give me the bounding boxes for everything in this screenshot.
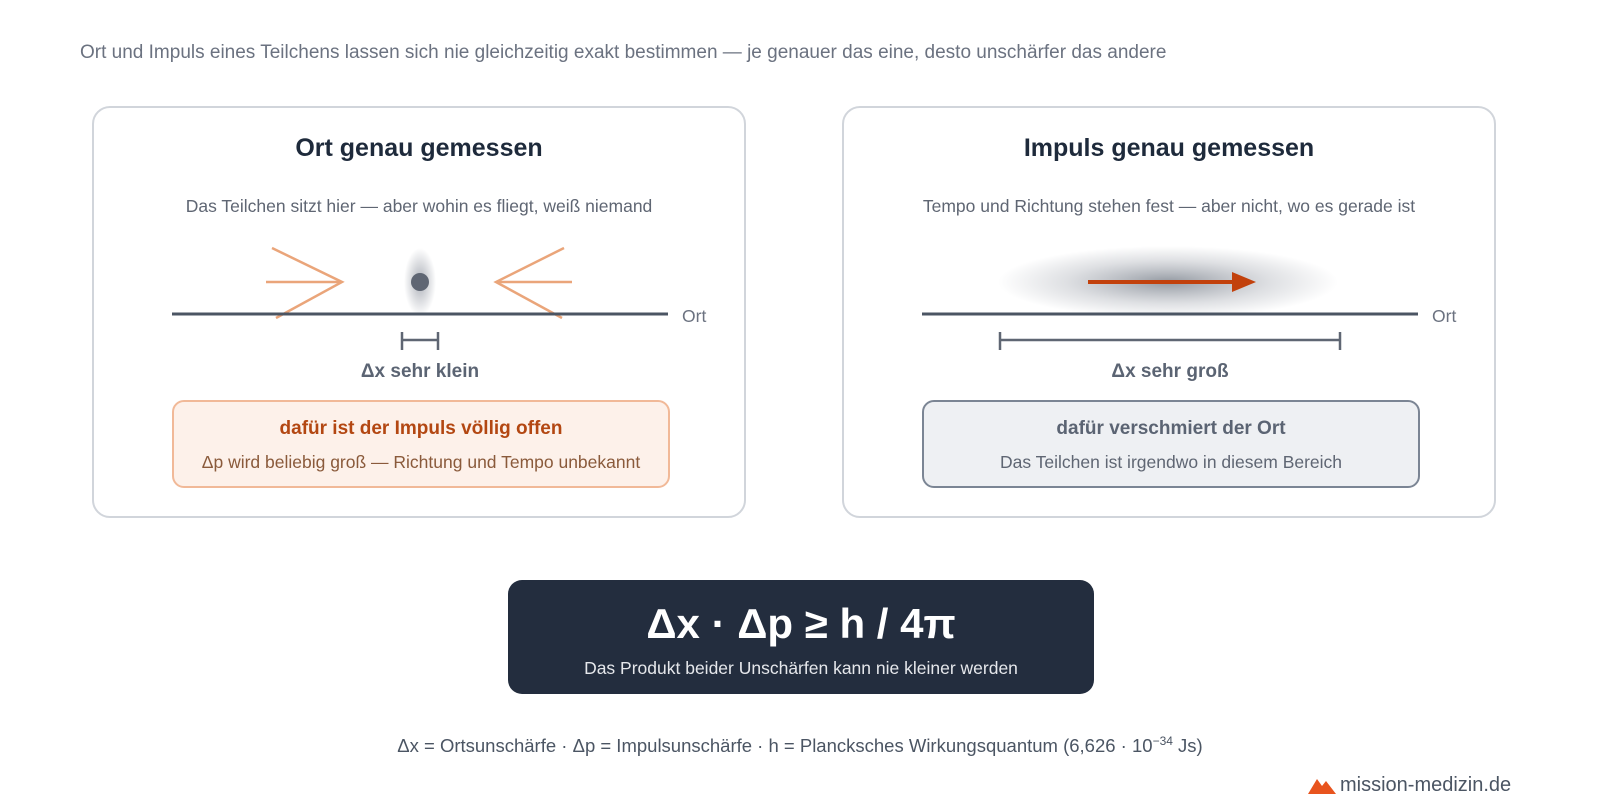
panel-title: Ort genau gemessen bbox=[295, 134, 543, 162]
callout-momentum-open bbox=[172, 400, 670, 488]
legend-unit: Js) bbox=[1172, 735, 1203, 757]
formula-box bbox=[508, 580, 1094, 694]
panel-momentum-measured bbox=[842, 106, 1496, 518]
axis-label: Ort bbox=[1432, 306, 1457, 326]
delta-x-label: Δx sehr groß bbox=[1111, 361, 1229, 382]
legend-text: Δx = Ortsunschärfe · Δp = Impulsunschärfe · h = Plancksches Wirkungsquantum (6,626 · 10 bbox=[397, 735, 1153, 757]
mountain-logo-icon bbox=[1308, 776, 1336, 794]
panel-position-measured bbox=[92, 106, 746, 518]
brand-text: mission-medizin.de bbox=[1340, 774, 1512, 796]
delta-x-bracket bbox=[402, 332, 438, 350]
callout-title: dafür verschmiert der Ort bbox=[1056, 418, 1286, 439]
panel-title: Impuls genau gemessen bbox=[1023, 134, 1315, 162]
panel-subtitle: Tempo und Richtung stehen fest — aber nicht, wo es gerade ist bbox=[922, 196, 1416, 216]
uncertainty-formula: Δx · Δp ≥ h / 4π bbox=[646, 600, 956, 647]
particle-dot bbox=[411, 273, 429, 291]
inward-arrow-right-icon bbox=[496, 248, 572, 318]
callout-position-smeared bbox=[922, 400, 1420, 488]
inward-arrow-left-icon bbox=[266, 248, 342, 318]
delta-x-label: Δx sehr klein bbox=[360, 361, 480, 382]
delta-x-bracket bbox=[1000, 332, 1340, 350]
callout-text: Das Teilchen ist irgendwo in diesem Bereich bbox=[999, 452, 1343, 472]
symbol-legend bbox=[0, 734, 1600, 757]
intro-text: Ort und Impuls eines Teilchens lassen sich nie gleichzeitig exakt bestimmen — je genauer das eine, desto unschärfer das andere bbox=[80, 42, 1167, 63]
callout-text: Δp wird beliebig groß — Richtung und Tempo unbekannt bbox=[201, 452, 641, 472]
legend-exponent: −34 bbox=[1152, 734, 1173, 748]
panel-subtitle: Das Teilchen sitzt hier — aber wohin es fliegt, weiß niemand bbox=[185, 196, 653, 216]
formula-caption: Das Produkt beider Unschärfen kann nie kleiner werden bbox=[584, 658, 1018, 678]
callout-title: dafür ist der Impuls völlig offen bbox=[279, 418, 563, 439]
brand bbox=[1308, 774, 1511, 797]
axis-label: Ort bbox=[682, 306, 707, 326]
